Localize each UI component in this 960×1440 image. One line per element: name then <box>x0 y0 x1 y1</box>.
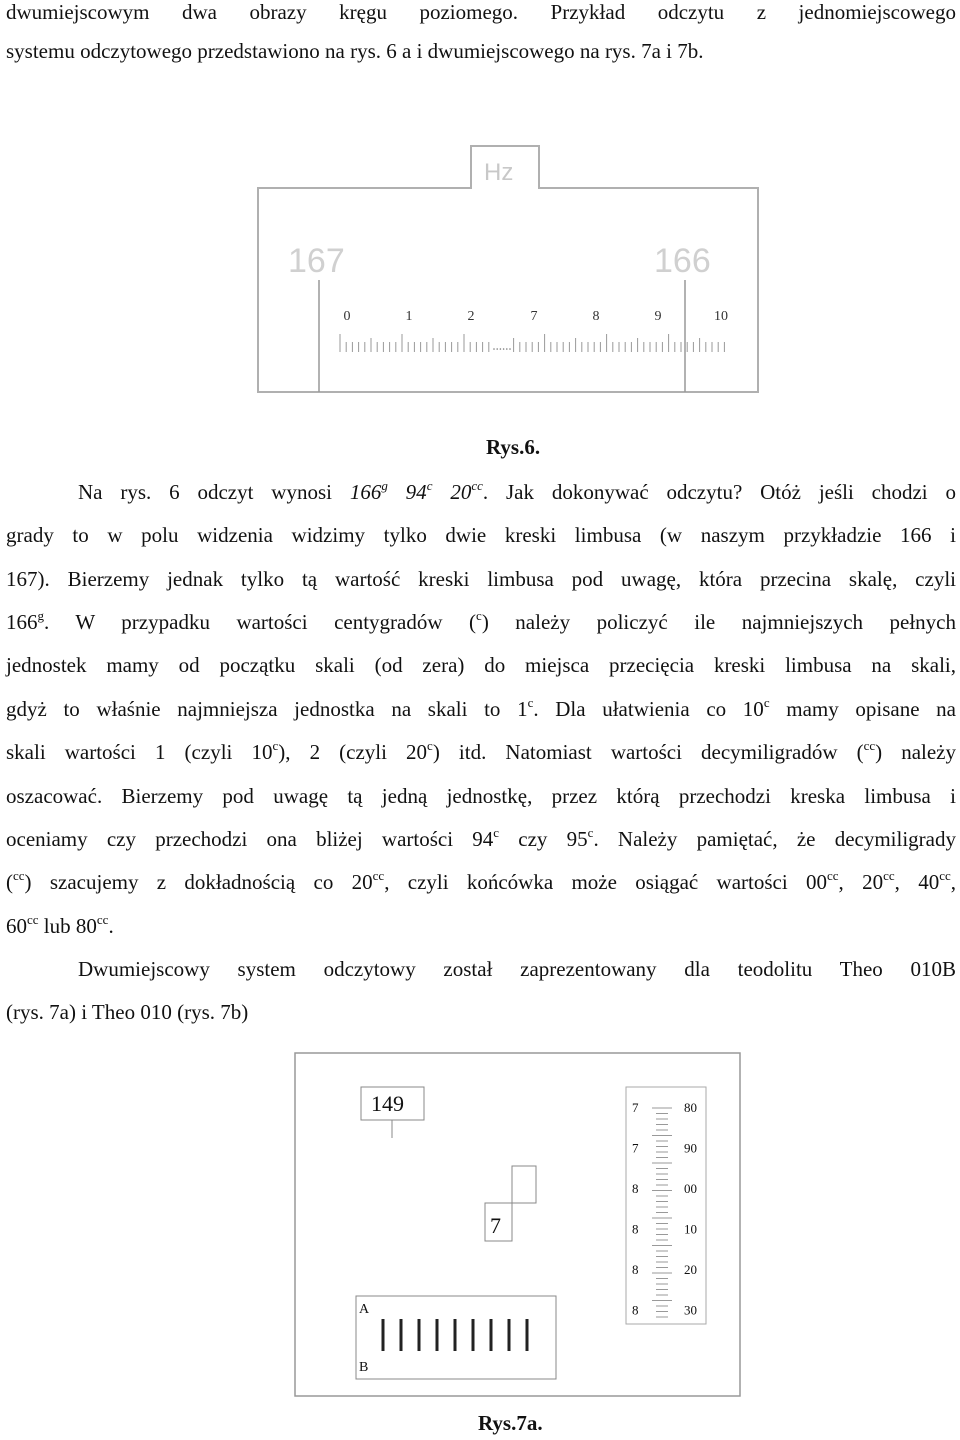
fig7a-scale-left-label: 7 <box>632 1100 639 1115</box>
fig7a-scale-labels <box>632 1100 697 1318</box>
para1-line-3: 167). Bierzemy jednak tylko tą wartość kreski limbusa pod uwagę, która przecina skalę, czyli <box>6 567 956 591</box>
fig6-scale-number: 2 <box>467 309 475 324</box>
fig7a-scale-window <box>626 1087 706 1324</box>
fig6-scale-number: 9 <box>654 309 662 324</box>
fig7a-label-b: B <box>359 1360 369 1375</box>
fig6-scale-number: 10 <box>714 309 728 324</box>
fig7a-scale-right-label: 80 <box>684 1100 697 1115</box>
para1-line-9: oceniamy czy przechodzi ona bliżej wartości 94$^c$ czy 95$^c$. Należy pamiętać, że decymiligrady <box>6 825 956 851</box>
fig7a-middle-number: 7 <box>490 1213 501 1238</box>
fig7a-top-number: 149 <box>371 1091 404 1116</box>
para1-line-1: Na rys. 6 odczyt wynosi 166$^g$ 94$^c$ $20^{cc}$. Jak dokonywać odczytu? Otóż jeśli chodzi o <box>78 478 957 504</box>
fig7a-scale-right-label: 90 <box>684 1140 697 1156</box>
fig7a-scale-left-label: 8 <box>632 1262 639 1277</box>
fig6-right-number: 166 <box>654 242 711 280</box>
fig7a-scale-left-label: 8 <box>632 1221 639 1237</box>
fig7a-scale-left-label: 8 <box>632 1302 639 1318</box>
para2-line-2: (rys. 7a) i Theo 010 (rys. 7b) <box>6 1000 249 1024</box>
fig6-header-label: Hz <box>484 159 514 186</box>
fig7a-label-a: A <box>359 1302 370 1317</box>
fig6-left-number: 167 <box>288 242 345 280</box>
fig6-scale-number: 0 <box>343 309 351 324</box>
fig7a-scale-left-label: 8 <box>632 1181 639 1196</box>
fig7a-coincidence-bars <box>383 1319 527 1351</box>
para1-line-6: gdyż to właśnie najmniejsza jednostka na skali to 1$^c$. Dla ułatwienia co 10$^c$ mamy opisane na <box>6 695 956 721</box>
para1-line-11: $60^{cc}$ lub $80^{cc}$. <box>6 912 114 938</box>
fig7a-scale-right-label: 00 <box>684 1181 697 1196</box>
para1-line-10: ($^{cc}$) szacujemy z dokładnością co $20^{cc}$, czyli końcówka może osiągać wartości $00^{cc}$, $20^{cc}$, $40^{cc}$, <box>6 868 956 894</box>
fig7a-scale-left-label: 7 <box>632 1140 639 1156</box>
para1-line-8: oszacować. Bierzemy pod uwagę tą jedną jednostkę, przez którą przechodzi kreska limbusa i <box>6 784 956 808</box>
para2-line-1: Dwumiejscowy system odczytowy został zaprezentowany dla teodolitu Theo 010B <box>78 957 956 981</box>
para1-line-5: jednostek mamy od początku skali (od zera) do miejsca przecięcia kreski limbusa na skali, <box>6 653 956 677</box>
fig6-scale-number: 1 <box>405 309 413 324</box>
fig7a-frame <box>295 1053 740 1396</box>
fig7a-caption: Rys.7a. <box>478 1411 543 1435</box>
fig6-caption: Rys.6. <box>486 435 541 459</box>
fig7a-scale-right-label: 30 <box>684 1302 697 1318</box>
para1-line-2: grady to w polu widzenia widzimy tylko dwie kreski limbusa (w naszym przykładzie 166 i <box>6 523 956 547</box>
fig7a-scale-right-label: 20 <box>684 1262 697 1277</box>
para1-line-7: skali wartości 1 (czyli 10$^c$), 2 (czyli 20$^c$) itd. Natomiast wartości decymiligradów ($^{cc}$) należy <box>6 738 957 764</box>
fig6-scale-number: 8 <box>592 309 600 324</box>
fig7a-scale-ticks <box>652 1108 672 1317</box>
intro-line-1: dwumiejscowym dwa obrazy kręgu poziomego. Przykład odczytu z jednomiejscowego <box>6 0 956 24</box>
fig7a-scale-right-label: 10 <box>684 1221 697 1237</box>
intro-line-2: systemu odczytowego przedstawiono na rys. 6 a i dwumiejscowego na rys. 7a i 7b. <box>6 39 704 63</box>
para1-line-4: 166$^g$. W przypadku wartości centygradów ($^c$) należy policzyć ile najmniejszych pełnych <box>6 608 956 634</box>
fig6-scale-number: 7 <box>530 309 538 324</box>
